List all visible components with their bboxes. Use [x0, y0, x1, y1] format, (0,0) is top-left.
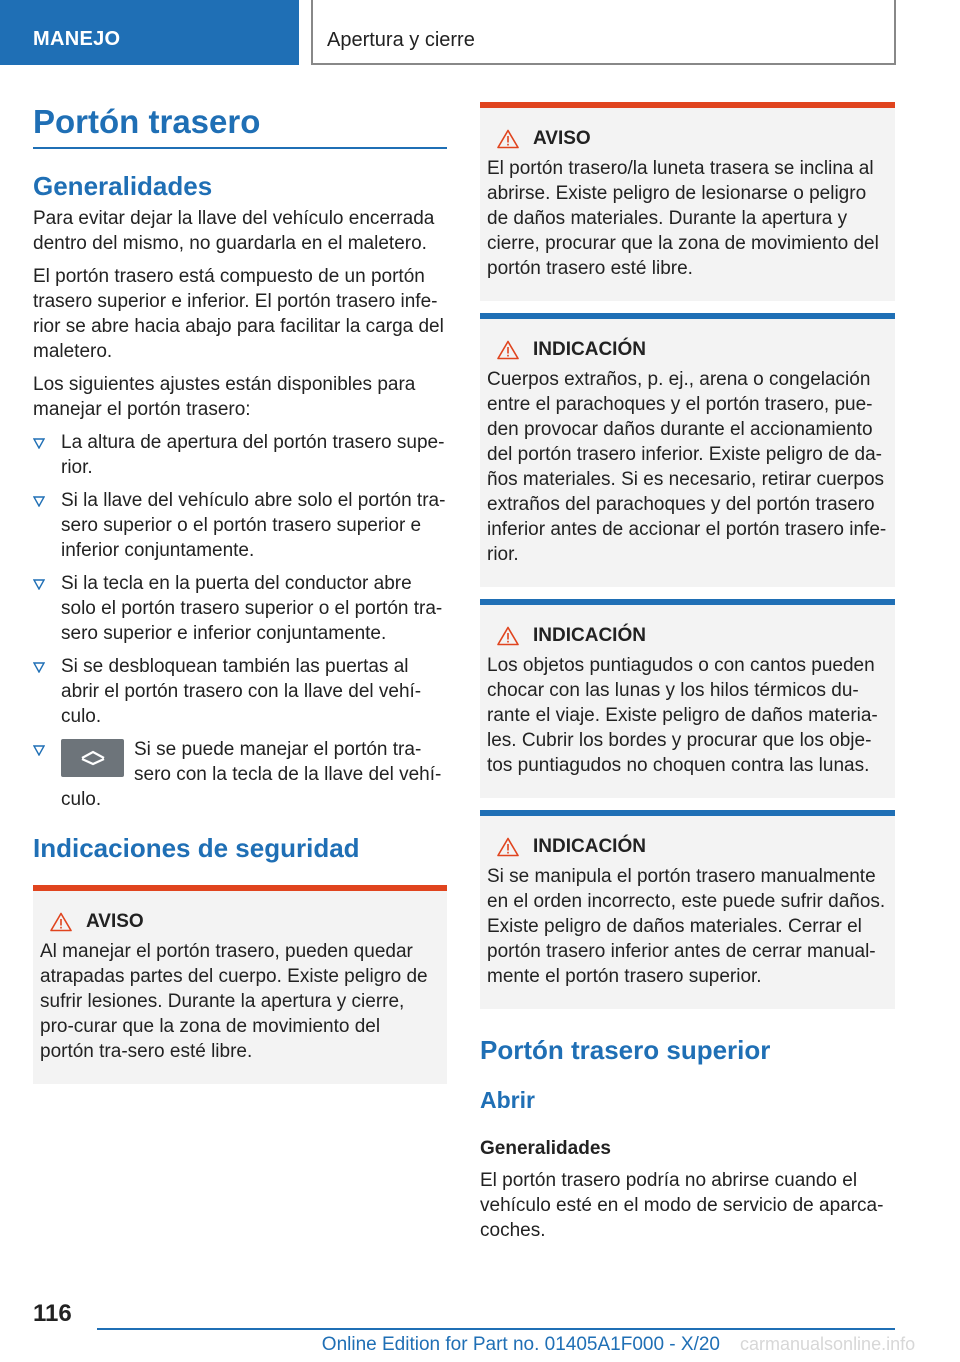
paragraph: Los siguientes ajustes están disponibles para manejar el portón trasero:	[33, 374, 416, 420]
list-item-text: Si se desbloquean también las puertas al abrir el portón trasero con la llave del vehí-culo.	[61, 656, 422, 727]
generalidades-subheading: Generalidades	[480, 1138, 611, 1159]
notice-box	[480, 810, 895, 1009]
title-rule	[33, 147, 447, 149]
triangle-bullet-icon	[33, 578, 45, 590]
notice-box-header	[487, 337, 887, 363]
notice-box-header	[487, 834, 887, 860]
list-item	[33, 654, 447, 729]
list-item	[33, 488, 447, 563]
list-item-text: Si la tecla en la puerta del conductor abre solo el portón trasero superior o el portón tra-sero superior e inferior conjuntamente.	[61, 573, 443, 644]
notice-box-title: INDICACIÓN	[533, 625, 646, 646]
paragraph: El portón trasero podría no abrirse cuando el vehículo esté en el modo de servicio de aparca-coches.	[480, 1170, 884, 1241]
warning-box-header	[40, 909, 439, 935]
warning-box-title: AVISO	[86, 911, 144, 932]
warning-triangle-icon	[497, 626, 519, 646]
page-number: 116	[33, 1300, 72, 1327]
paragraph: El portón trasero está compuesto de un portón trasero superior e inferior. El portón trasero infe-rior se abre hacia abajo para facilitar la carga del maletero.	[33, 266, 444, 362]
list-item-text: Si la llave del vehículo abre solo el portón tra-sero superior o el portón trasero superior e inferior conjuntamente.	[61, 490, 446, 561]
abrir-heading: Abrir	[480, 1087, 535, 1113]
notice-box	[480, 313, 895, 587]
warning-box-text: Al manejar el portón trasero, pueden quedar atrapadas partes del cuerpo. Existe peligro de sufrir lesiones. Durante la apertura y cierre, pro-curar que la zona de movimiento del portón tra-sero esté libre.	[40, 941, 428, 1062]
notice-box-header	[487, 623, 887, 649]
list-item-text: La altura de apertura del portón trasero supe-rior.	[61, 432, 445, 478]
warning-box-header	[487, 126, 887, 152]
triangle-bullet-icon	[33, 495, 45, 507]
superior-heading: Portón trasero superior	[480, 1035, 771, 1065]
settings-list	[33, 430, 447, 812]
watermark: carmanualsonline.info	[740, 1334, 916, 1354]
warning-box	[480, 102, 895, 301]
triangle-bullet-icon	[33, 744, 45, 756]
section-label: MANEJO	[33, 28, 121, 50]
list-item	[33, 430, 447, 480]
page-title: Portón trasero	[33, 103, 261, 140]
section-tab	[0, 0, 299, 65]
paragraph: Para evitar dejar la llave del vehículo encerrada dentro del mismo, no guardarla en el maletero.	[33, 208, 435, 254]
footer-rule	[97, 1328, 895, 1330]
right-column	[480, 102, 895, 1243]
notice-box-title: INDICACIÓN	[533, 339, 646, 360]
notice-box-text: Si se manipula el portón trasero manualmente en el orden incorrecto, este puede sufrir daños. Existe peligro de daños materiales. Cerrar el portón trasero inferior antes de cerrar manual-mente el portón trasero superior.	[487, 866, 886, 987]
warning-box	[33, 885, 447, 1084]
notice-box	[480, 599, 895, 798]
generalidades-heading: Generalidades	[33, 171, 213, 201]
triangle-bullet-icon	[33, 437, 45, 449]
warning-triangle-icon	[497, 129, 519, 149]
warning-box-text: El portón trasero/la luneta trasera se inclina al abrirse. Existe peligro de lesionarse o peligro de daños materiales. Durante la apertura y cierre, procurar que la zona de movimiento del portón trasero esté libre.	[487, 158, 879, 279]
warning-triangle-icon	[50, 912, 72, 932]
chapter-tab	[311, 0, 896, 65]
warning-triangle-icon	[497, 340, 519, 360]
left-column	[33, 100, 447, 1084]
notice-box-text: Cuerpos extraños, p. ej., arena o congelación entre el parachoques y el portón trasero, pue-den provocar daños durante el accionamiento del portón trasero inferior. Existe peligro de da-ños materiales. Si es necesario, retirar cuerpos extraños del parachoques y del portón trasero inferior antes de accionar el portón trasero infe-rior.	[487, 369, 887, 565]
list-item-text: Si se puede manejar el portón tra-sero con la tecla de la llave del vehí-culo.	[61, 739, 442, 810]
chapter-label: Apertura y cierre	[327, 29, 475, 51]
list-item	[33, 571, 447, 646]
list-item	[33, 737, 447, 812]
warning-triangle-icon	[497, 837, 519, 857]
seguridad-heading: Indicaciones de seguridad	[33, 833, 360, 863]
notice-box-text: Los objetos puntiagudos o con cantos pueden chocar con las lunas y los hilos térmicos du-rante el viaje. Existe peligro de daños materia-les. Cubrir los bordes y procurar que los obje-tos puntiagudos no choquen contra las lunas.	[487, 655, 878, 776]
notice-box-title: INDICACIÓN	[533, 836, 646, 857]
tailgate-key-icon	[61, 739, 124, 777]
warning-box-title: AVISO	[533, 128, 591, 149]
edition-label: Online Edition for Part no. 01405A1F000 - X/20	[321, 1334, 720, 1355]
triangle-bullet-icon	[33, 661, 45, 673]
